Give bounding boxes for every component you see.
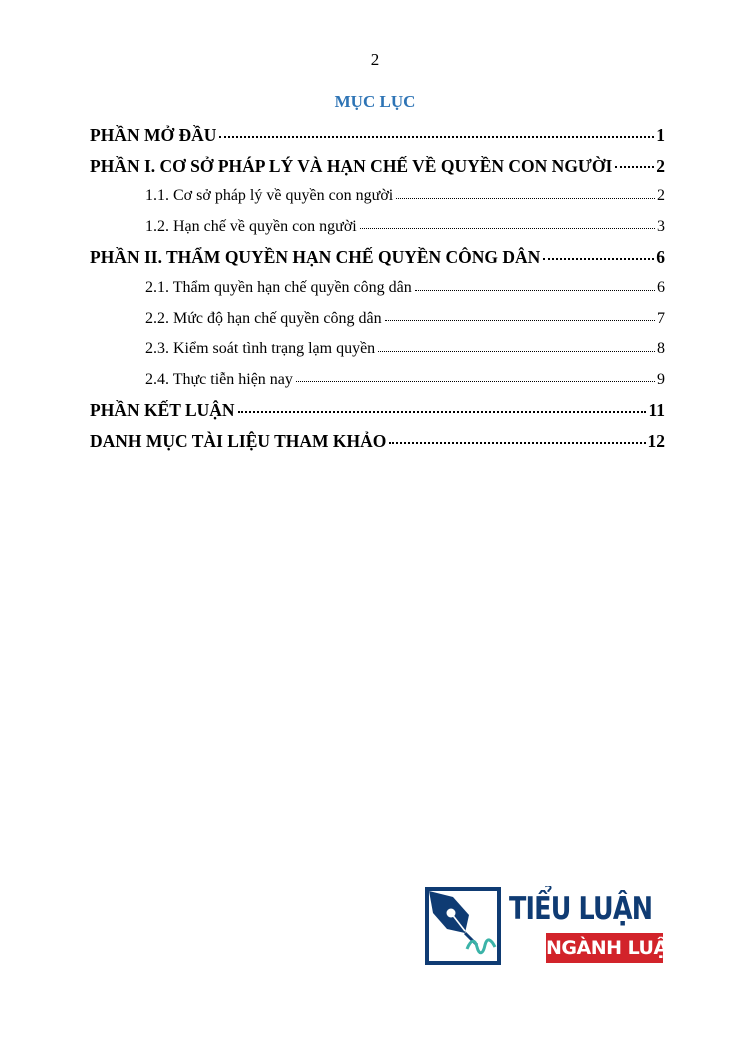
toc-leader-dots: [238, 410, 647, 413]
toc-entry-page: 11: [648, 400, 665, 421]
toc-subsection: [90, 212, 665, 243]
toc-leader-dots: [415, 289, 655, 291]
toc-entry-page: 2: [657, 187, 665, 205]
toc-leader-dots: [389, 441, 645, 444]
toc-leader-dots: [378, 350, 655, 352]
toc-entry-label: PHẦN I. CƠ SỞ PHÁP LÝ VÀ HẠN CHẾ VỀ QUYỀN CON NGƯỜI: [90, 155, 613, 176]
toc-entry-label: PHẦN II. THẨM QUYỀN HẠN CHẾ QUYỀN CÔNG DÂN: [90, 247, 541, 268]
toc-subsection: [90, 365, 665, 396]
toc-leader-dots: [219, 135, 654, 138]
logo: [425, 887, 681, 967]
logo-subtitle: NGÀNH LUẬT: [546, 933, 663, 963]
toc-entry-page: 2: [656, 155, 665, 176]
toc-leader-dots: [543, 257, 654, 260]
logo-title: TIỂU LUẬN: [509, 891, 653, 927]
toc-leader-dots: [396, 197, 655, 199]
toc-entry-label: 2.1. Thẩm quyền hạn chế quyền công dân: [145, 278, 412, 296]
toc-entry-page: 12: [647, 430, 665, 451]
toc-entry-page: 3: [657, 217, 665, 235]
toc-entry-page: 7: [657, 309, 665, 327]
toc-title: MỤC LỤC: [334, 92, 416, 111]
toc-subsection: [90, 181, 665, 212]
pen-nib-icon: [425, 887, 501, 965]
toc-section: [90, 426, 665, 457]
toc-subsection: [90, 273, 665, 304]
page-number: 2: [370, 50, 380, 69]
toc-leader-dots: [385, 319, 655, 321]
toc-section: [90, 242, 665, 273]
toc-entry-label: 2.3. Kiểm soát tình trạng lạm quyền: [145, 340, 376, 358]
toc-entry-page: 6: [656, 247, 665, 268]
toc-entry-label: 2.2. Mức độ hạn chế quyền công dân: [145, 309, 382, 327]
toc-subsection: [90, 304, 665, 335]
toc-entry-label: DANH MỤC TÀI LIỆU THAM KHẢO: [90, 430, 387, 451]
toc-entry-label: PHẦN KẾT LUẬN: [90, 400, 235, 421]
toc-entry-label: 1.2. Hạn chế về quyền con người: [145, 217, 357, 235]
toc-section: [90, 395, 665, 426]
toc-section: [90, 120, 665, 151]
toc-entry-label: 1.1. Cơ sở pháp lý về quyền con người: [145, 187, 394, 205]
toc-leader-dots: [296, 380, 655, 382]
toc-leader-dots: [615, 165, 654, 168]
toc-entry-label: 2.4. Thực tiễn hiện nay: [145, 370, 293, 388]
toc-entry-page: 6: [657, 278, 665, 296]
toc-entry-page: 8: [657, 340, 665, 358]
toc-entry-page: 1: [656, 125, 665, 145]
toc-leader-dots: [360, 227, 655, 229]
toc-section: [90, 151, 665, 182]
toc-entry-page: 9: [657, 370, 665, 388]
toc-entry-label: PHẦN MỞ ĐẦU: [90, 125, 217, 145]
toc-subsection: [90, 334, 665, 365]
table-of-contents: [90, 120, 665, 457]
